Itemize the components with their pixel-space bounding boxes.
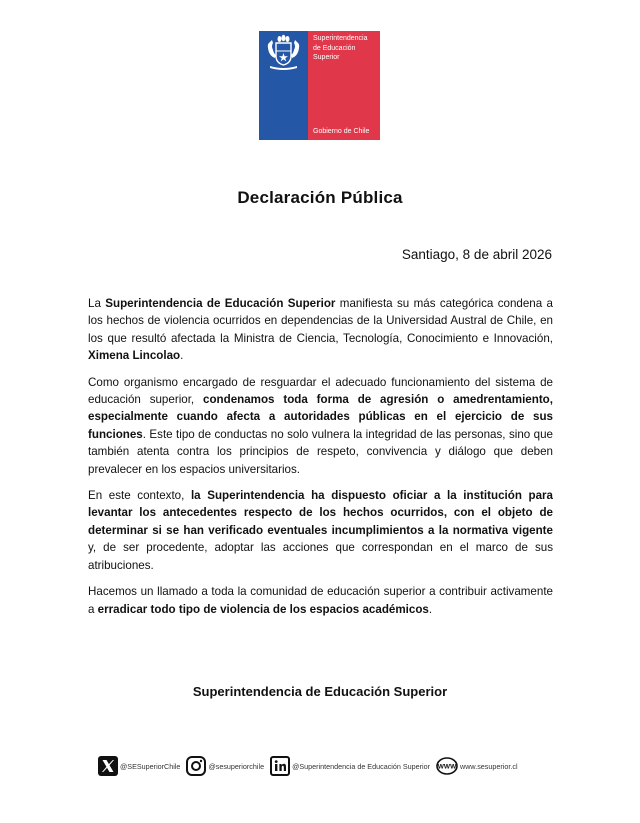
p4-bold-1: erradicar todo tipo de violencia de los espacios académicos bbox=[97, 602, 429, 616]
logo-red-panel bbox=[308, 31, 380, 140]
www-globe-icon bbox=[436, 756, 458, 776]
logo-org-name: Superintendencia de Educación Superior bbox=[313, 35, 368, 61]
p1-text-d: . bbox=[180, 349, 184, 363]
p1-text-c: manifiesta su más categórica condena a los hechos de violencia ocurridos en dependencias de la Universidad Austral de Chile, en los que resultó afectada la Ministra de Ciencia, Tecnología, Conocimiento e Innovación, bbox=[88, 297, 553, 345]
social-instagram[interactable] bbox=[186, 756, 264, 776]
logo-government-label: Gobierno de Chile bbox=[313, 128, 370, 135]
p3-bold-1: la Superintendencia ha dispuesto oficiar a la institución para levantar los antecedentes respecto de los hechos ocurridos, con el objeto de determinar si se han verificado eventuales incumplimientos a la normativa vigente bbox=[88, 489, 553, 537]
signature: Superintendencia de Educación Superior bbox=[192, 684, 448, 699]
p1-bold-1: Superintendencia de Educación Superior bbox=[105, 297, 336, 310]
p2-bold-1: condenamos toda forma de agresión o amedrentamiento, especialmente cuando afecta a autoridades públicas en el ejercicio de sus funciones bbox=[88, 393, 553, 441]
logo-blue-panel bbox=[259, 31, 308, 140]
paragraph-4 bbox=[88, 583, 553, 618]
document-date: Santiago, 8 de abril 2026 bbox=[401, 247, 552, 262]
instagram-icon bbox=[186, 756, 206, 776]
paragraph-2 bbox=[88, 374, 553, 478]
footer-social-links bbox=[98, 755, 548, 777]
social-linkedin-handle[interactable]: @Superintendencia de Educación Superior bbox=[292, 761, 431, 771]
social-x[interactable] bbox=[98, 756, 180, 776]
p3-text-c: y, de ser procedente, adoptar las acciones que correspondan en el marco de sus atribuciones. bbox=[88, 541, 553, 572]
linkedin-icon bbox=[270, 756, 290, 776]
document-body bbox=[88, 295, 553, 627]
social-x-handle[interactable]: @SESuperiorChile bbox=[120, 761, 181, 771]
page-title: Declaración Pública bbox=[237, 188, 403, 207]
social-web-handle[interactable]: www.sesuperior.cl bbox=[460, 761, 518, 771]
p2-text-a: Como organismo encargado de resguardar el adecuado funcionamiento del sistema de educación superior, bbox=[88, 375, 553, 407]
chile-coat-of-arms-icon bbox=[262, 34, 305, 70]
p2-text-c: . Este tipo de conductas no solo vulnera la integridad de las personas, sino que también atenta contra los principios de respeto, convivencia y diálogo que deben prevalecer en los espacios universitarios. bbox=[88, 427, 553, 476]
p1-text-a: La bbox=[88, 297, 106, 310]
p1-bold-2: Ximena Lincolao bbox=[88, 349, 181, 363]
social-instagram-handle[interactable]: @sesuperiorchile bbox=[208, 761, 265, 771]
svg-text:WWW: WWW bbox=[437, 763, 457, 771]
x-twitter-icon bbox=[98, 756, 118, 776]
paragraph-3 bbox=[88, 487, 553, 574]
p3-text-a: En este contexto, bbox=[88, 489, 191, 503]
social-web[interactable] bbox=[436, 756, 518, 776]
institution-logo bbox=[259, 31, 380, 140]
social-linkedin[interactable] bbox=[270, 756, 430, 776]
p4-text-c: . bbox=[428, 602, 433, 616]
paragraph-1 bbox=[88, 295, 553, 365]
p4-text-a: Hacemos un llamado a toda la comunidad de educación superior a contribuir activamente a bbox=[88, 585, 553, 616]
